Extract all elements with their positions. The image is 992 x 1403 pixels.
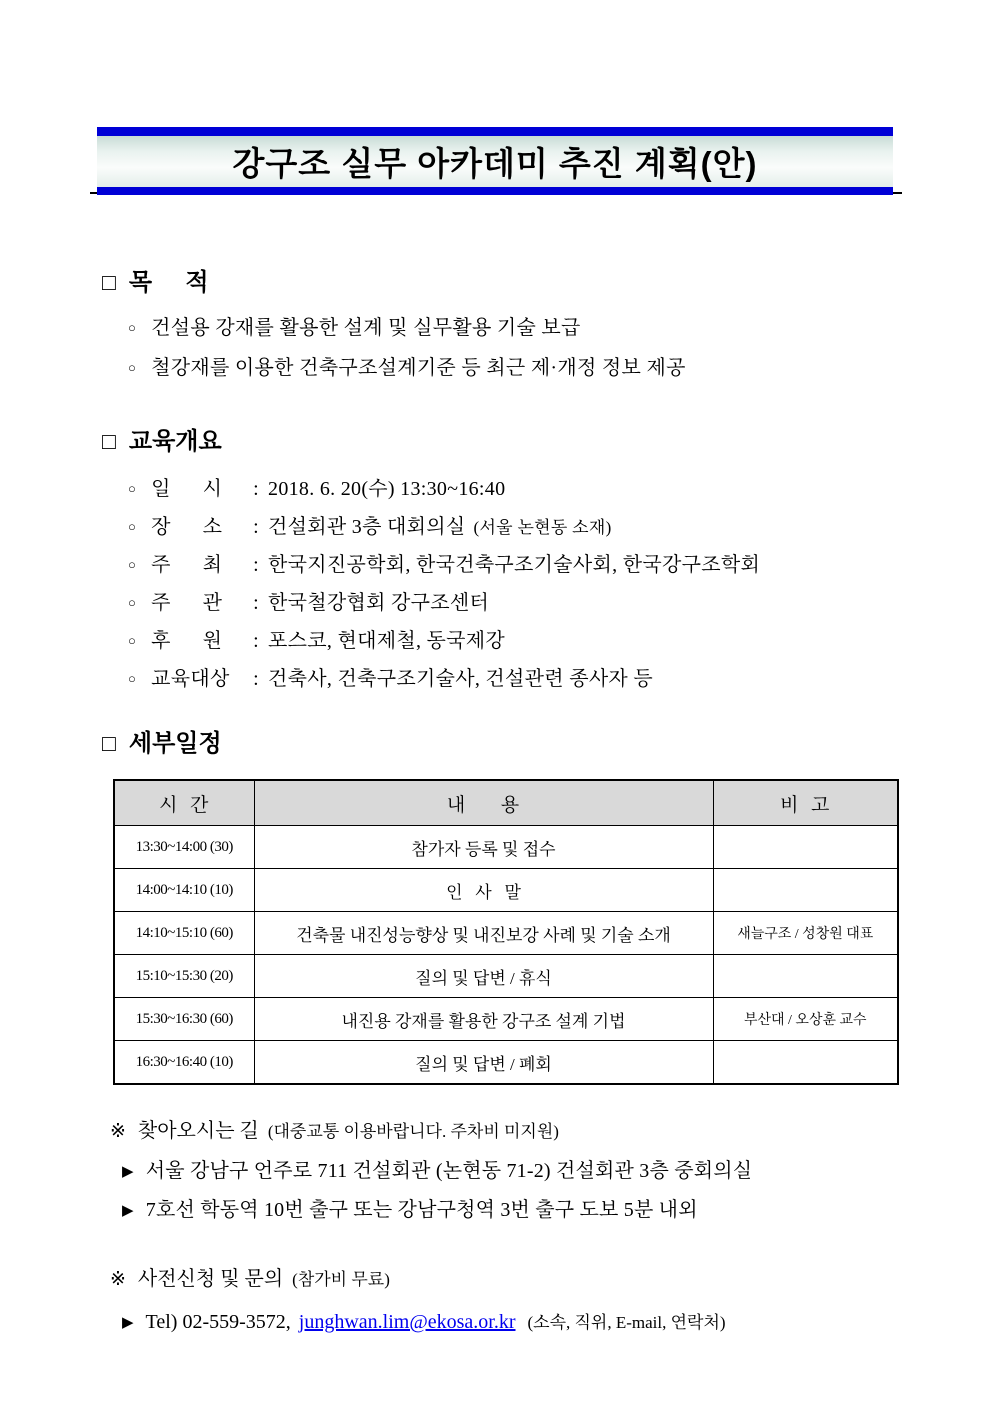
overview-label: 장 소 — [151, 516, 223, 538]
section-heading-schedule — [102, 729, 992, 758]
application-heading-line — [110, 1263, 992, 1296]
cell-content: 참가자 등록 및 접수 — [254, 826, 713, 869]
arrow-bullet-icon: ▶ — [122, 1164, 134, 1180]
circle-bullet-icon: ○ — [128, 633, 137, 648]
list-item — [128, 309, 992, 349]
overview-label: 교육대상 — [151, 668, 230, 690]
list-item — [122, 1192, 992, 1231]
cell-remark — [713, 869, 898, 912]
table-row — [114, 912, 898, 955]
overview-label: 후 원 — [151, 630, 223, 652]
reference-mark-icon: ※ — [110, 1269, 126, 1290]
list-item — [128, 349, 992, 389]
column-header-remark: 비 고 — [713, 780, 898, 826]
reference-mark-icon: ※ — [110, 1121, 126, 1142]
arrow-bullet-icon: ▶ — [122, 1315, 134, 1331]
schedule-table — [113, 779, 899, 1085]
directions-heading: 찾아오시는 길 — [137, 1120, 259, 1142]
overview-label: 일 시 — [151, 478, 223, 500]
section-heading-overview — [102, 427, 992, 456]
directions-section — [110, 1115, 992, 1231]
page-title: 강구조 실무 아카데미 추진 계획(안) — [232, 145, 758, 182]
circle-bullet-icon: ○ — [128, 360, 137, 375]
table-row — [114, 998, 898, 1041]
overview-value: 포스코, 현대제철, 동국제강 — [268, 630, 506, 652]
label-separator: : — [253, 630, 260, 652]
section-title-overview: 교육개요 — [128, 428, 222, 455]
section-heading-purpose — [102, 268, 992, 297]
list-item — [128, 623, 992, 661]
directions-heading-note: (대중교통 이용바랍니다. 주차비 미지원) — [267, 1122, 559, 1141]
cell-time: 16:30~16:40 (10) — [114, 1041, 254, 1085]
arrow-bullet-icon: ▶ — [122, 1203, 134, 1219]
cell-content: 인 사 말 — [254, 869, 713, 912]
contact-line — [122, 1304, 992, 1343]
contact-email-link[interactable]: junghwan.lim@ekosa.or.kr — [298, 1311, 516, 1333]
label-separator: : — [253, 592, 260, 614]
title-banner — [97, 127, 893, 195]
cell-time: 14:10~15:10 (60) — [114, 912, 254, 955]
square-bullet-icon: □ — [102, 269, 116, 295]
cell-content: 건축물 내진성능향상 및 내진보강 사례 및 기술 소개 — [254, 912, 713, 955]
table-row — [114, 955, 898, 998]
circle-bullet-icon: ○ — [128, 481, 137, 496]
overview-value: 건설회관 3층 대회의실 — [268, 516, 466, 538]
column-header-time: 시 간 — [114, 780, 254, 826]
purpose-item-text: 철강재를 이용한 건축구조설계기준 등 최근 제·개정 정보 제공 — [151, 357, 686, 379]
square-bullet-icon: □ — [102, 428, 116, 454]
square-bullet-icon: □ — [102, 730, 116, 756]
overview-value: 2018. 6. 20(수) 13:30~16:40 — [268, 478, 506, 500]
label-separator: : — [253, 668, 260, 690]
application-section — [110, 1263, 992, 1343]
list-item — [128, 661, 992, 699]
cell-content: 질의 및 답변 / 휴식 — [254, 955, 713, 998]
overview-value: 건축사, 건축구조기술사, 건설관련 종사자 등 — [268, 668, 653, 690]
purpose-item-text: 건설용 강재를 활용한 설계 및 실무활용 기술 보급 — [151, 317, 581, 339]
cell-time: 15:30~16:30 (60) — [114, 998, 254, 1041]
purpose-list — [128, 309, 992, 389]
circle-bullet-icon: ○ — [128, 557, 137, 572]
label-separator: : — [253, 478, 260, 500]
section-title-purpose: 목 적 — [128, 269, 209, 296]
directions-item-text: 7호선 학동역 10번 출구 또는 강남구청역 3번 출구 도보 5분 내외 — [145, 1199, 698, 1221]
cell-remark: 부산대 / 오상훈 교수 — [713, 998, 898, 1041]
circle-bullet-icon: ○ — [128, 320, 137, 335]
cell-time: 14:00~14:10 (10) — [114, 869, 254, 912]
contact-note: (소속, 직위, E-mail, 연락처) — [527, 1313, 726, 1332]
circle-bullet-icon: ○ — [128, 671, 137, 686]
overview-value: 한국지진공학회, 한국건축구조기술사회, 한국강구조학회 — [268, 554, 761, 576]
cell-time: 13:30~14:00 (30) — [114, 826, 254, 869]
label-separator: : — [253, 554, 260, 576]
circle-bullet-icon: ○ — [128, 519, 137, 534]
overview-list — [128, 471, 992, 699]
table-row — [114, 826, 898, 869]
list-item — [128, 547, 992, 585]
directions-heading-line — [110, 1115, 992, 1148]
cell-remark — [713, 1041, 898, 1085]
overview-label: 주 관 — [151, 592, 223, 614]
cell-content: 내진용 강재를 활용한 강구조 설계 기법 — [254, 998, 713, 1041]
cell-content: 질의 및 답변 / 폐회 — [254, 1041, 713, 1085]
overview-label: 주 최 — [151, 554, 223, 576]
overview-value: 한국철강협회 강구조센터 — [268, 592, 490, 614]
cell-remark: 새늘구조 / 성창원 대표 — [713, 912, 898, 955]
list-item — [128, 471, 992, 509]
application-heading: 사전신청 및 문의 — [137, 1268, 284, 1290]
cell-remark — [713, 826, 898, 869]
list-item — [128, 509, 992, 547]
section-title-schedule: 세부일정 — [128, 730, 222, 757]
list-item — [122, 1153, 992, 1192]
cell-time: 15:10~15:30 (20) — [114, 955, 254, 998]
directions-item-text: 서울 강남구 언주로 711 건설회관 (논현동 71-2) 건설회관 3층 중회의실 — [145, 1160, 753, 1182]
table-row — [114, 1041, 898, 1085]
list-item — [128, 585, 992, 623]
label-separator: : — [253, 516, 260, 538]
directions-list — [122, 1153, 992, 1231]
table-header-row — [114, 780, 898, 826]
table-row — [114, 869, 898, 912]
application-heading-note: (참가비 무료) — [292, 1270, 390, 1289]
column-header-content: 내 용 — [254, 780, 713, 826]
contact-phone: Tel) 02-559-3572, — [145, 1311, 291, 1333]
overview-note: (서울 논현동 소재) — [473, 518, 612, 537]
circle-bullet-icon: ○ — [128, 595, 137, 610]
cell-remark — [713, 955, 898, 998]
